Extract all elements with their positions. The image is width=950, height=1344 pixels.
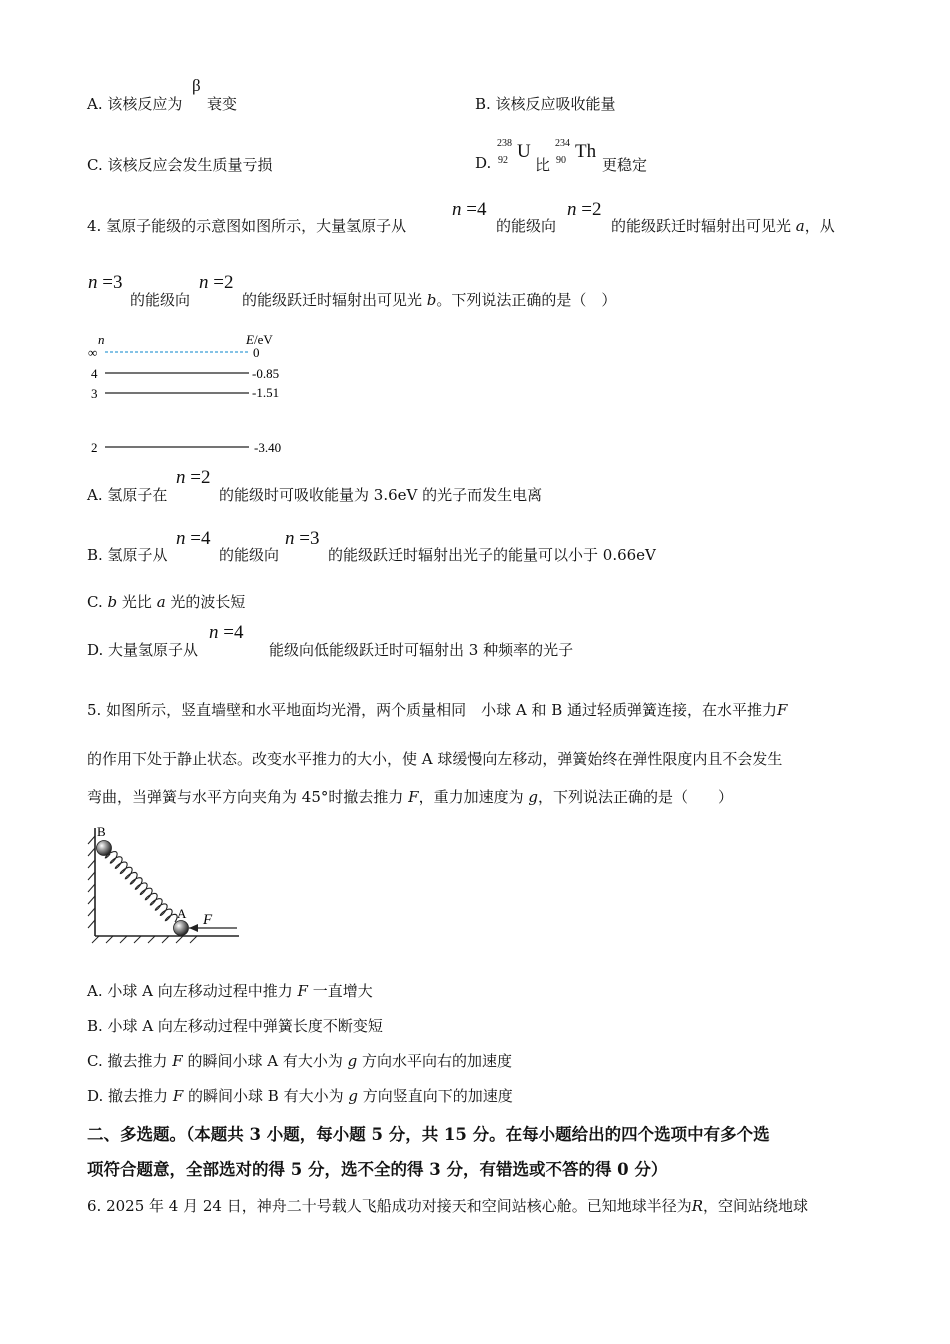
- label-b: B: [97, 824, 106, 839]
- q5-option-a: A. 小球 A 向左移动过程中推力 F 一直增大: [87, 982, 373, 1000]
- level-label-4: 4: [91, 366, 98, 381]
- level-label-2: 2: [91, 440, 98, 455]
- level-label-3: 3: [91, 386, 98, 401]
- diagram-n-label: n: [98, 332, 105, 347]
- level-energy-inf: 0: [253, 345, 260, 360]
- section2-heading-line1: 二、多选题。（本题共 3 小题，每小题 5 分，共 15 分。在每小题给出的四个选项中有多个选: [87, 1125, 770, 1144]
- spring-balls-figure: [85, 818, 245, 946]
- level-energy-4: -0.85: [252, 366, 280, 381]
- force-arrow: [189, 924, 237, 932]
- q5-option-d: D. 撤去推力 F 的瞬间小球 B 有大小为 g 方向竖直向下的加速度: [87, 1087, 513, 1105]
- q3-option-a-tail: 衰变: [207, 95, 238, 113]
- q3-option-a: A. 该核反应为: [87, 95, 183, 113]
- q6-stem: 6. 2025 年 4 月 24 日，神舟二十号载人飞船成功对接天和空间站核心舱。已知地球半径为R，空间站绕地球: [87, 1197, 809, 1215]
- uranium-atomic-number: 92: [498, 155, 508, 166]
- thorium-atomic-number: 90: [556, 155, 566, 166]
- vertical-wall: [88, 828, 95, 936]
- uranium-symbol: U: [517, 141, 531, 162]
- label-f: F: [203, 912, 213, 928]
- level-label-inf: ∞: [88, 345, 98, 360]
- energy-level-diagram: [82, 330, 312, 460]
- q3-option-c: C. 该核反应会发生质量亏损: [87, 156, 273, 174]
- level-energy-3: -1.51: [252, 385, 280, 400]
- label-a: A: [177, 906, 187, 921]
- horizontal-ground: [92, 936, 239, 943]
- uranium-mass-number: 238: [497, 138, 512, 149]
- q3-option-b: B. 该核反应吸收能量: [475, 95, 616, 113]
- q5-option-b: B. 小球 A 向左移动过程中弹簧长度不断变短: [87, 1017, 383, 1035]
- thorium-mass-number: 234: [555, 138, 570, 149]
- q4-option-c: C. b 光比 a 光的波长短: [87, 593, 246, 611]
- level-energy-2: -3.40: [254, 440, 282, 455]
- beta-symbol: β: [192, 76, 201, 95]
- thorium-symbol: Th: [575, 141, 597, 162]
- diagram-e-label: E/eV: [246, 332, 273, 347]
- spring: [105, 852, 177, 922]
- section2-heading-line2: 项符合题意，全部选对的得 5 分，选不全的得 3 分，有错选或不答的得 0 分）: [87, 1160, 668, 1179]
- q5-option-c: C. 撤去推力 F 的瞬间小球 A 有大小为 g 方向水平向右的加速度: [87, 1052, 513, 1070]
- ball-a: [174, 921, 189, 936]
- ball-b: [97, 841, 112, 856]
